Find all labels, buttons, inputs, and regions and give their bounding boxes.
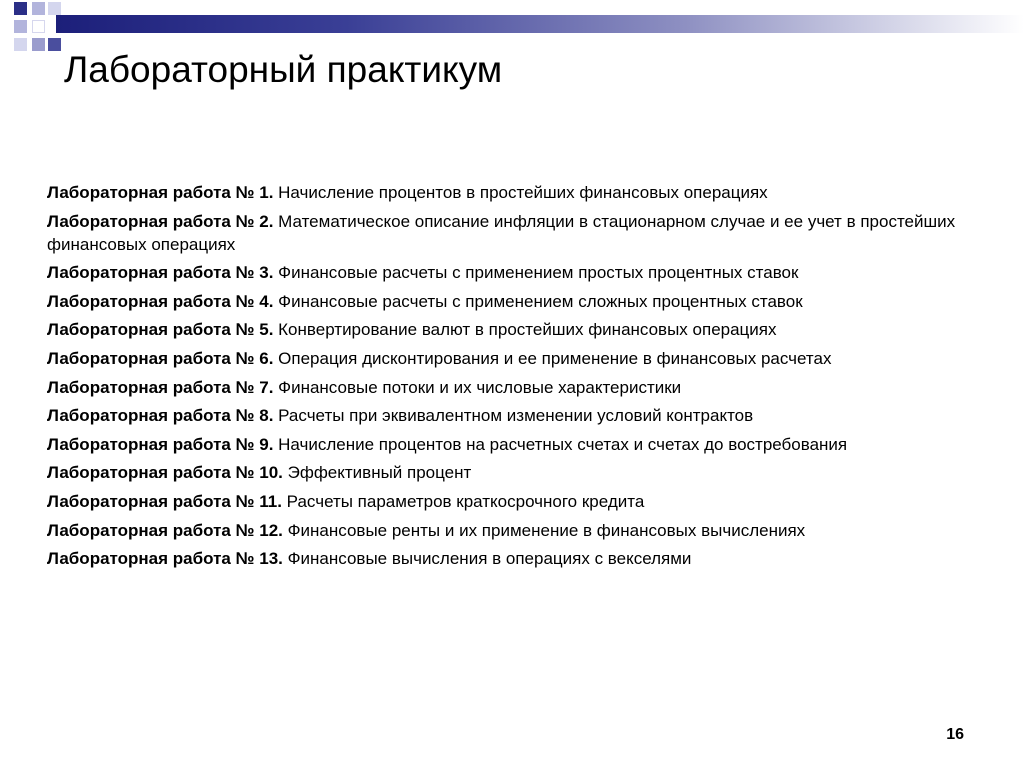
- lab-work-item: [47, 404, 992, 427]
- lab-work-number: Лабораторная работа № 1.: [47, 183, 274, 202]
- lab-work-number: Лабораторная работа № 9.: [47, 434, 274, 454]
- lab-work-title: Расчеты параметров краткосрочного кредита: [286, 491, 645, 511]
- decorative-square: [32, 38, 45, 51]
- lab-work-number: Лабораторная работа № 7.: [47, 377, 274, 397]
- lab-work-title: Эффективный процент: [287, 463, 472, 483]
- lab-work-list: [47, 181, 992, 576]
- lab-work-title: Финансовые потоки и их числовые характеристики: [278, 377, 682, 397]
- decorative-square: [32, 2, 45, 15]
- lab-work-title: Финансовые расчеты с применением сложных процентных ставок: [278, 291, 803, 311]
- lab-work-item: [47, 347, 992, 370]
- lab-work-item: [47, 547, 992, 570]
- lab-work-item: [47, 461, 992, 484]
- lab-work-title: Начисление процентов на расчетных счетах и счетах до востребования: [278, 434, 848, 454]
- lab-work-number: Лабораторная работа № 10.: [47, 463, 283, 483]
- lab-work-number: Лабораторная работа № 5.: [47, 320, 274, 340]
- lab-work-title: Операция дисконтирования и ее применение в финансовых расчетах: [278, 348, 832, 368]
- lab-work-number: Лабораторная работа № 13.: [47, 549, 283, 569]
- lab-work-item: [47, 290, 992, 313]
- lab-work-item: [47, 433, 992, 456]
- lab-work-title: Начисление процентов в простейших финансовых операциях: [278, 183, 768, 202]
- decorative-square: [14, 38, 27, 51]
- lab-work-number: Лабораторная работа № 12.: [47, 520, 283, 540]
- lab-work-title: Конвертирование валют в простейших финансовых операциях: [278, 320, 777, 340]
- lab-work-number: Лабораторная работа № 2.: [47, 211, 274, 231]
- lab-work-number: Лабораторная работа № 3.: [47, 263, 274, 283]
- decorative-square: [48, 38, 61, 51]
- lab-work-item: [47, 490, 992, 513]
- page-number: 16: [946, 726, 964, 743]
- lab-work-item: [47, 376, 992, 399]
- lab-work-item: [47, 519, 992, 542]
- lab-work-title: Математическое описание инфляции в стационарном случае и ее учет в простейших финансовых операциях: [47, 211, 956, 254]
- lab-work-title: Финансовые вычисления в операциях с векселями: [287, 549, 692, 569]
- decorative-square: [48, 2, 61, 15]
- lab-work-item: [47, 318, 992, 341]
- lab-work-number: Лабораторная работа № 11.: [47, 491, 282, 511]
- decorative-square: [14, 2, 27, 15]
- lab-work-title: Финансовые ренты и их применение в финансовых вычислениях: [287, 520, 806, 540]
- lab-work-item: [47, 181, 992, 204]
- lab-work-number: Лабораторная работа № 4.: [47, 291, 274, 311]
- slide-title: Лабораторный практикум: [64, 49, 503, 90]
- lab-work-number: Лабораторная работа № 8.: [47, 406, 274, 426]
- lab-work-title: Расчеты при эквивалентном изменении условий контрактов: [278, 406, 754, 426]
- lab-work-title: Финансовые расчеты с применением простых процентных ставок: [278, 263, 799, 283]
- decorative-square: [32, 20, 45, 33]
- lab-work-item: [47, 210, 992, 256]
- lab-work-number: Лабораторная работа № 6.: [47, 348, 274, 368]
- decorative-square: [14, 20, 27, 33]
- lab-work-item: [47, 261, 992, 284]
- title-gradient-bar: [56, 15, 1024, 33]
